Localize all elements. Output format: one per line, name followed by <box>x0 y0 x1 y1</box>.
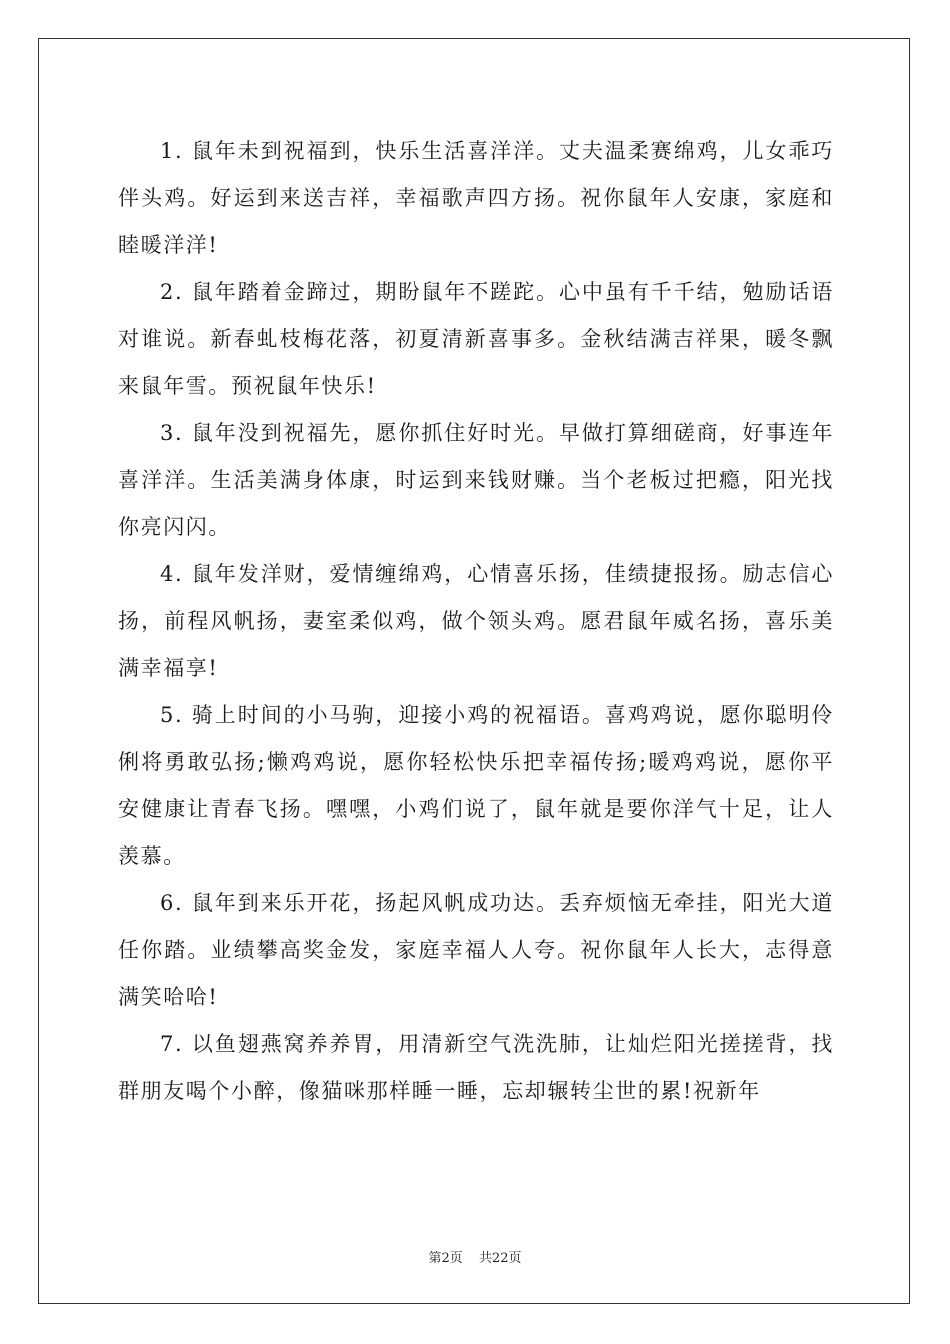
paragraph-5: 5. 骑上时间的小马驹，迎接小鸡的祝福语。喜鸡鸡说，愿你聪明伶俐将勇敢弘扬;懒鸡鸡说，愿你轻松快乐把幸福传扬;暖鸡鸡说，愿你平安健康让青春飞扬。嘿嘿，小鸡们说了，鼠年就是要你洋气十足，让人羡慕。 <box>118 703 834 868</box>
paragraph-7: 7. 以鱼翅燕窝养养胃，用清新空气洗洗肺，让灿烂阳光搓搓背，找群朋友喝个小醉，像猫咪那样睡一睡，忘却辗转尘世的累!祝新年 <box>118 1032 834 1103</box>
paragraph-2: 2. 鼠年踏着金蹄过，期盼鼠年不蹉跎。心中虽有千千结，勉励话语对谁说。新春虬枝梅花落，初夏清新喜事多。金秋结满吉祥果，暖冬飘来鼠年雪。预祝鼠年快乐! <box>118 280 834 398</box>
page-footer <box>0 1247 950 1266</box>
paragraph-6: 6. 鼠年到来乐开花，扬起风帆成功达。丢弃烦恼无牵挂，阳光大道任你踏。业绩攀高奖金发，家庭幸福人人夸。祝你鼠年人长大，志得意满笑哈哈! <box>118 891 834 1009</box>
page-number: 第2页 <box>428 1251 463 1266</box>
paragraph-4: 4. 鼠年发洋财，爱情缠绵鸡，心情喜乐扬，佳绩捷报扬。励志信心扬，前程风帆扬，妻室柔似鸡，做个领头鸡。愿君鼠年威名扬，喜乐美满幸福享! <box>118 562 834 680</box>
total-pages: 共22页 <box>478 1251 522 1266</box>
document-body <box>118 128 834 1115</box>
paragraph-1: 1. 鼠年未到祝福到，快乐生活喜洋洋。丈夫温柔赛绵鸡，儿女乖巧伴头鸡。好运到来送吉祥，幸福歌声四方扬。祝你鼠年人安康，家庭和睦暖洋洋! <box>118 139 834 257</box>
paragraph-3: 3. 鼠年没到祝福先，愿你抓住好时光。早做打算细磋商，好事连年喜洋洋。生活美满身体康，时运到来钱财赚。当个老板过把瘾，阳光找你亮闪闪。 <box>118 421 834 539</box>
